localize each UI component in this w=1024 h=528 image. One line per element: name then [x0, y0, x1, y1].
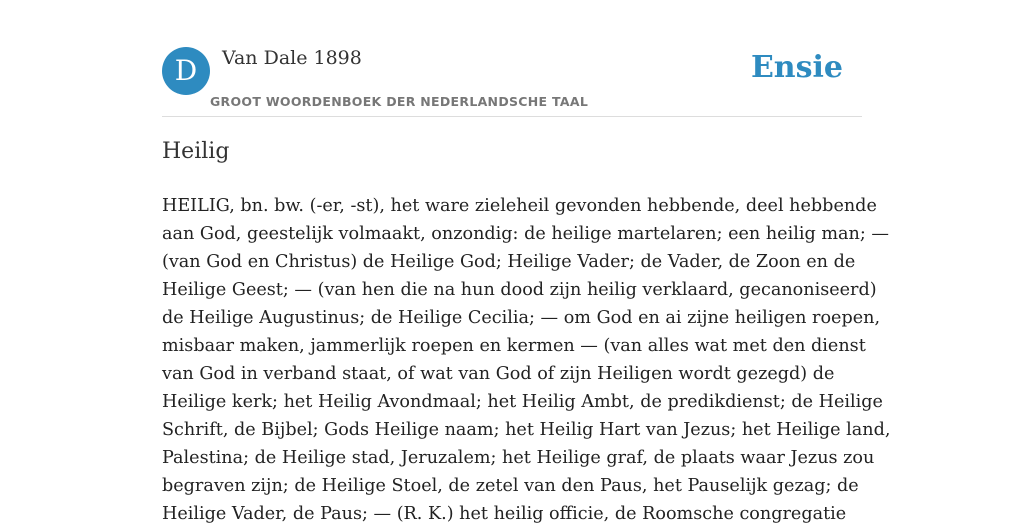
entry-definition [162, 192, 891, 528]
definition-line: Schrift, de Bijbel; Gods Heilige naam; het Heilig Hart van Jezus; het Heilige land, [162, 420, 891, 440]
definition-line: HEILIG, bn. bw. (-er, -st), het ware zieleheil gevonden hebbende, deel hebbende [162, 196, 877, 216]
definition-line: misbaar maken, jammerlijk roepen en kermen — (van alles wat met den dienst [162, 336, 866, 356]
definition-line: Heilige kerk; het Heilig Avondmaal; het Heilig Ambt, de predikdienst; de Heilige [162, 392, 883, 412]
ensie-logo[interactable]: Ensie [750, 50, 843, 85]
definition-line: (van God en Christus) de Heilige God; Heilige Vader; de Vader, de Zoon en de [162, 252, 856, 272]
entry-title: Heilig [162, 139, 230, 164]
source-logo[interactable]: D [162, 47, 210, 95]
source-title[interactable]: Van Dale 1898 [222, 47, 362, 69]
definition-line: Heilige Vader, de Paus; — (R. K.) het heilig officie, de Roomsche congregatie [162, 504, 847, 524]
definition-line: begraven zijn; de Heilige Stoel, de zetel van den Paus, het Pauselijk gezag; de [162, 476, 859, 496]
source-subtitle: GROOT WOORDENBOEK DER NEDERLANDSCHE TAAL [210, 94, 589, 109]
definition-line: aan God, geestelijk volmaakt, onzondig: de heilige martelaren; een heilig man; — [162, 224, 889, 244]
definition-line: Palestina; de Heilige stad, Jeruzalem; het Heilige graf, de plaats waar Jezus zou [162, 448, 875, 468]
entry-header [162, 44, 862, 117]
definition-line: de Heilige Augustinus; de Heilige Cecilia; — om God en ai zijne heiligen roepen, [162, 308, 881, 328]
definition-line: van God in verband staat, of wat van God of zijn Heiligen wordt gezegd) de [162, 364, 835, 384]
definition-line: Heilige Geest; — (van hen die na hun dood zijn heilig verklaard, gecanoniseerd) [162, 280, 877, 300]
